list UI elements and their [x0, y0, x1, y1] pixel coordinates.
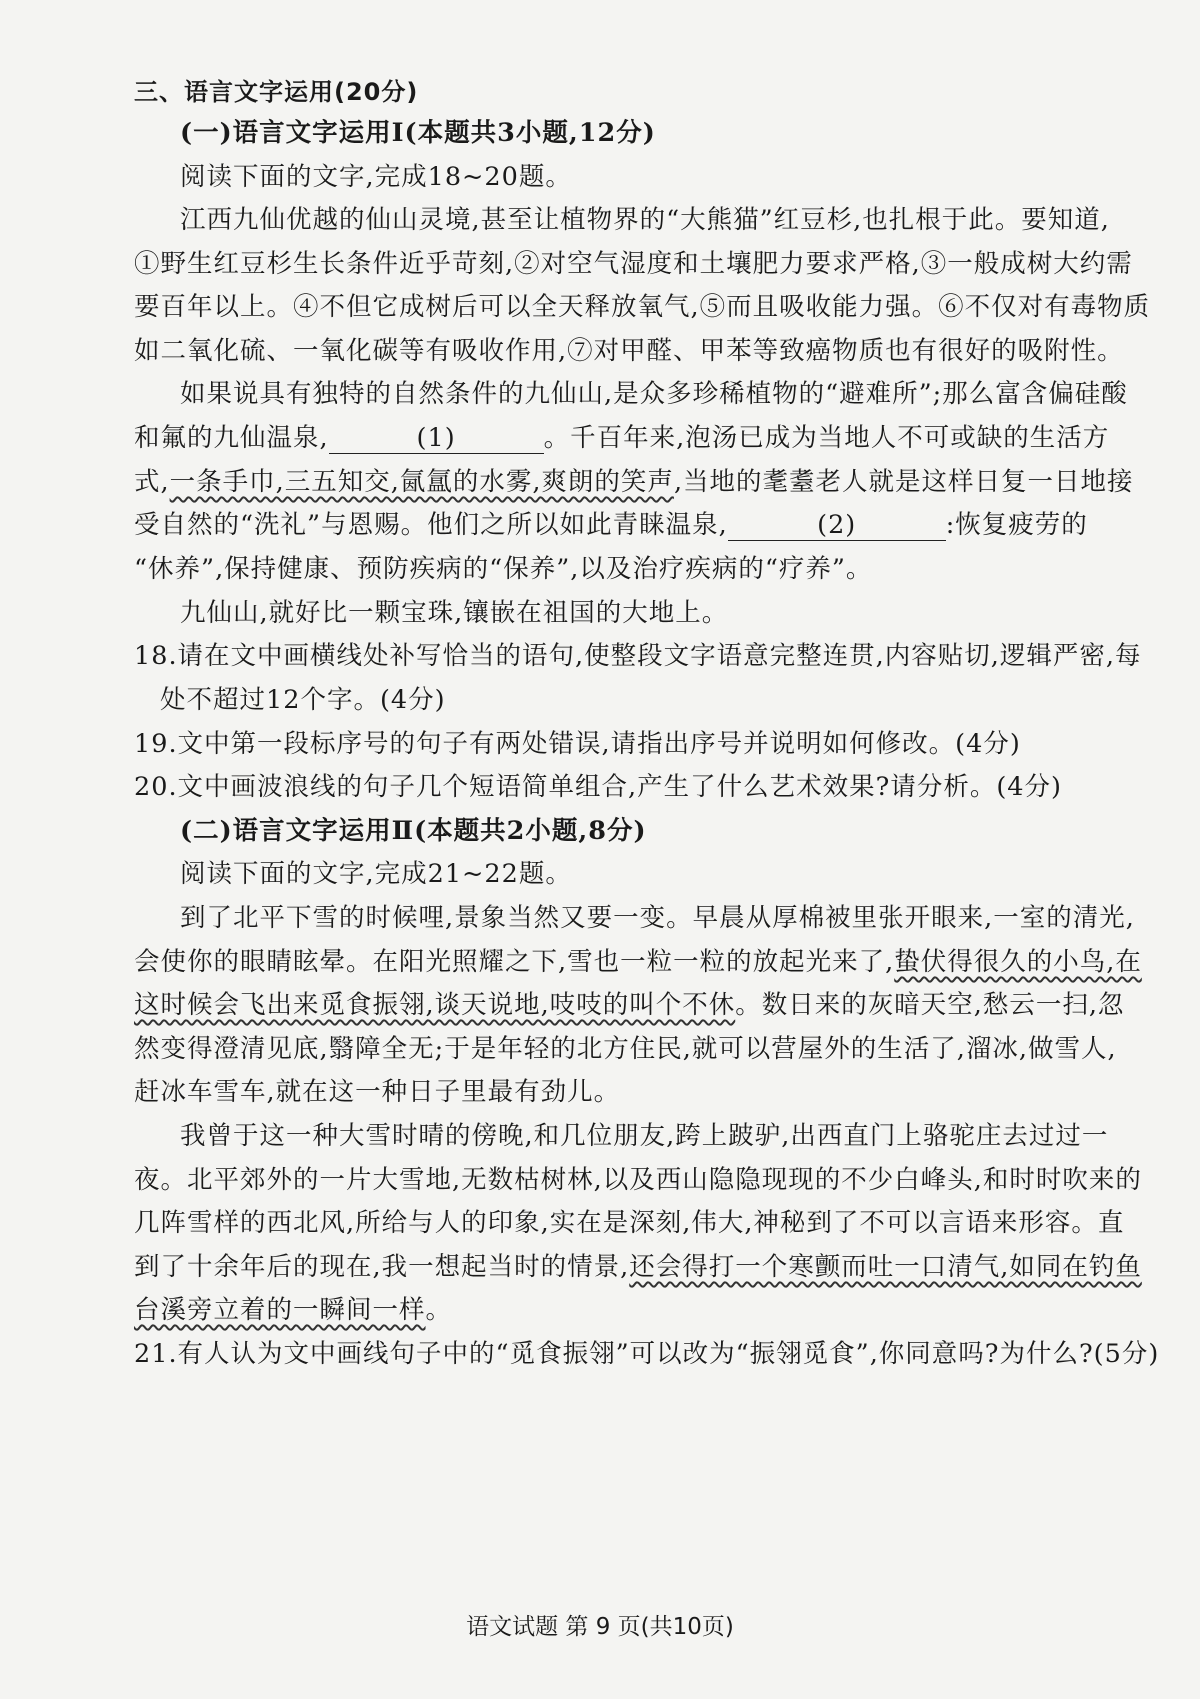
fill-blank-1: (1) [329, 423, 544, 454]
passage3-line: 九仙山,就好比一颗宝珠,镶嵌在祖国的大地上。 [180, 598, 729, 628]
passage-text: 。 [425, 1295, 453, 1325]
fill-blank-2: (2) [728, 510, 946, 541]
question-20: 20.文中画波浪线的句子几个短语简单组合,产生了什么艺术效果?请分析。(4分) [134, 772, 1062, 802]
essay-line: 夜。北平郊外的一片大雪地,无数枯树林,以及西山隐隐现现的不少白峰头,和时时吹来的 [134, 1165, 1142, 1195]
underlined-sentence: 这时候会飞出来觅食振翎,谈天说地,吱吱的叫个不休 [134, 990, 736, 1020]
question-19: 19.文中第一段标序号的句子有两处错误,请指出序号并说明如何修改。(4分) [134, 729, 1021, 759]
passage2-line [134, 416, 1134, 460]
essay-line: 然变得澄清见底,翳障全无;于是年轻的北方住民,就可以营屋外的生活了,溜冰,做雪人, [134, 1034, 1117, 1064]
passage1-line: ①野生红豆杉生长条件近乎苛刻,②对空气湿度和土壤肥力要求严格,③一般成树大约需 [134, 249, 1133, 279]
passage-text: 会使你的眼睛眩晕。在阳光照耀之下,雪也一粒一粒的放起光来了, [134, 947, 895, 977]
essay-line [134, 983, 1134, 1027]
question-18: 18.请在文中画横线处补写恰当的语句,使整段文字语意完整连贯,内容贴切,逻辑严密,每 [134, 641, 1142, 671]
essay-line [134, 1288, 1134, 1332]
passage-text: ,当地的耄耋老人就是这样日复一日地接 [673, 467, 1134, 497]
essay-line: 我曾于这一种大雪时晴的傍晚,和几位朋友,跨上跛驴,出西直门上骆驼庄去过过一 [180, 1121, 1109, 1151]
passage2-line: 如果说具有独特的自然条件的九仙山,是众多珍稀植物的“避难所”;那么富含偏硅酸 [180, 379, 1128, 409]
passage-text: 。千百年来,泡汤已成为当地人不可或缺的生活方 [543, 423, 1110, 453]
passage1-line: 江西九仙优越的仙山灵境,甚至让植物界的“大熊猫”红豆杉,也扎根于此。要知道, [180, 205, 1110, 235]
wavy-underlined-sentence: 还会得打一个寒颤而吐一口清气,如同在钓鱼 [629, 1252, 1142, 1282]
question-21: 21.有人认为文中画线句子中的“觅食振翎”可以改为“振翎觅食”,你同意吗?为什么?(5分) [134, 1339, 1160, 1369]
part2-title: (二)语言文字运用Ⅱ(本题共2小题,8分) [180, 816, 647, 846]
passage-text: 受自然的“洗礼”与恩赐。他们之所以如此青睐温泉, [134, 510, 728, 540]
underlined-sentence: 蛰伏得很久的小鸟,在 [894, 947, 1142, 977]
wavy-underlined-sentence: 一条手巾,三五知交,氤氲的水雾,爽朗的笑声 [169, 467, 674, 497]
part2-intro: 阅读下面的文字,完成21~22题。 [180, 859, 572, 889]
passage1-line: 如二氧化硫、一氧化碳等有吸收作用,⑦对甲醛、甲苯等致癌物质也有很好的吸附性。 [134, 336, 1124, 366]
passage-text: 和氟的九仙温泉, [134, 423, 329, 453]
wavy-underlined-sentence: 台溪旁立着的一瞬间一样 [134, 1295, 426, 1325]
passage2-line [134, 503, 1134, 547]
part1-intro: 阅读下面的文字,完成18~20题。 [180, 162, 572, 192]
page-footer: 语文试题 第 9 页(共10页) [466, 1614, 734, 1640]
passage-text: 到了十余年后的现在,我一想起当时的情景, [134, 1252, 630, 1282]
essay-line: 几阵雪样的西北风,所给与人的印象,实在是深刻,伟大,神秘到了不可以言语来形容。直 [134, 1208, 1125, 1238]
passage1-line: 要百年以上。④不但它成树后可以全天释放氧气,⑤而且吸收能力强。⑥不仅对有毒物质 [134, 292, 1151, 322]
question-18-cont: 处不超过12个字。(4分) [160, 685, 446, 715]
essay-line: 到了北平下雪的时候哩,景象当然又要一变。早晨从厚棉被里张开眼来,一室的清光, [180, 903, 1135, 933]
passage-text: 。数日来的灰暗天空,愁云一扫,忽 [735, 990, 1125, 1020]
essay-line [134, 1245, 1142, 1289]
essay-line [134, 940, 1142, 984]
passage2-line [134, 460, 1134, 504]
part1-title: (一)语言文字运用Ⅰ(本题共3小题,12分) [180, 118, 656, 148]
passage2-line: “休养”,保持健康、预防疾病的“保养”,以及治疗疾病的“疗养”。 [134, 554, 873, 584]
section-title: 三、语言文字运用(20分) [134, 78, 419, 106]
essay-line: 赶冰车雪车,就在这一种日子里最有劲儿。 [134, 1077, 621, 1107]
passage-text: :恢复疲劳的 [945, 510, 1088, 540]
passage-text: 式, [134, 467, 170, 497]
